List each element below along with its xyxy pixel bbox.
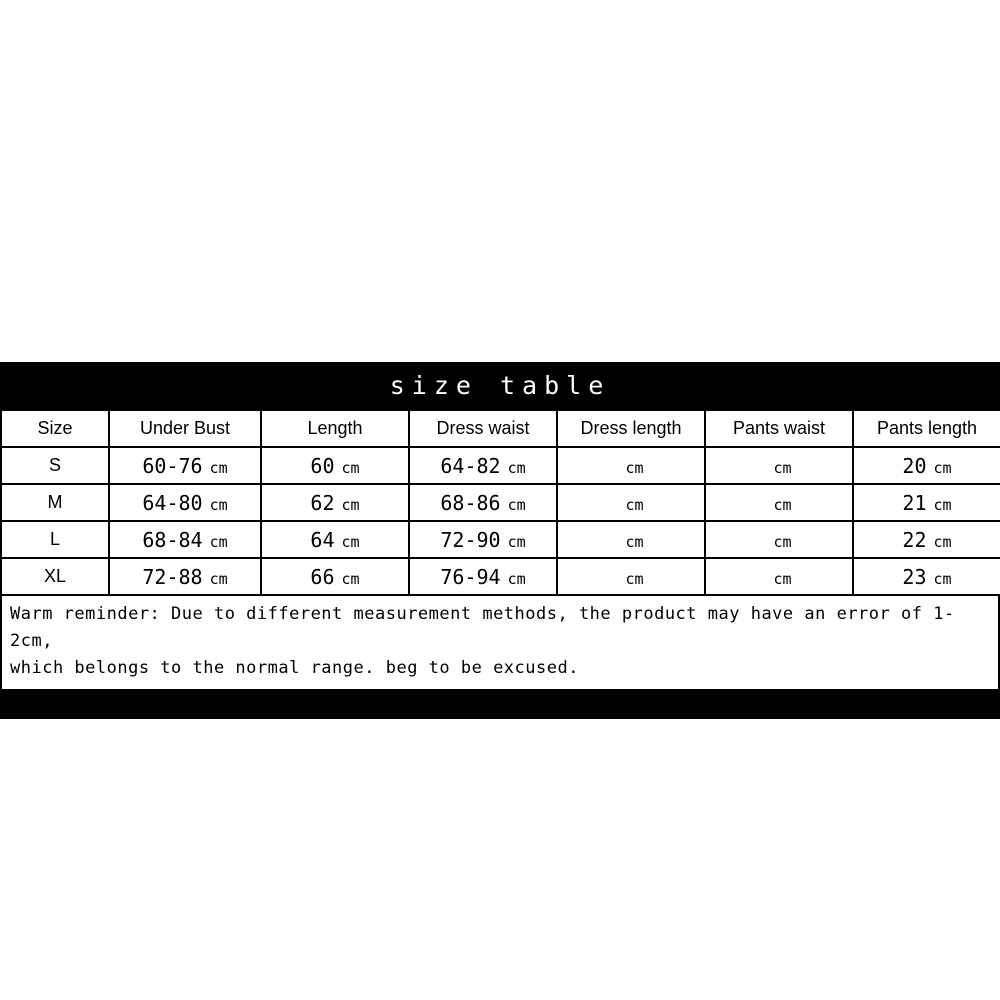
cell-pants-waist [705,484,853,521]
unit-label: cm [341,495,360,514]
cell-dress-length [557,558,705,595]
size-table-title-bar [0,362,1000,409]
unit-label: cm [209,532,228,551]
cell-pants-length: 22 cm [853,521,1000,558]
unit-label: cm [341,532,360,551]
cell-pants-length: 21 cm [853,484,1000,521]
unit-label: cm [773,495,792,514]
note-line-1: Warm reminder: Due to different measurement methods, the product may have an error of 1-2cm, [10,604,955,651]
cell-pants-waist [705,447,853,484]
cell-pants-waist [705,521,853,558]
unit-label: cm [773,569,792,588]
unit-label: cm [933,532,952,551]
unit-label: cm [507,458,526,477]
unit-label: cm [209,569,228,588]
cell-dress-length [557,521,705,558]
bottom-black-strip [0,691,1000,719]
cell-length: 60 cm [261,447,409,484]
unit-label: cm [507,532,526,551]
unit-label: cm [933,458,952,477]
unit-label: cm [209,458,228,477]
column-header-dress-length: Dress length [557,410,705,447]
table-row [1,484,1000,521]
unit-label: cm [773,532,792,551]
cell-under-bust: 68-84 cm [109,521,261,558]
cell-length: 64 cm [261,521,409,558]
unit-label: cm [773,458,792,477]
cell-under-bust: 60-76 cm [109,447,261,484]
unit-label: cm [341,458,360,477]
table-row [1,447,1000,484]
cell-under-bust: 64-80 cm [109,484,261,521]
column-header-pants-length: Pants length [853,410,1000,447]
cell-dress-waist: 64-82 cm [409,447,557,484]
cell-dress-waist: 68-86 cm [409,484,557,521]
size-table [0,409,1000,596]
unit-label: cm [507,569,526,588]
cell-size: S [1,447,109,484]
unit-label: cm [625,532,644,551]
cell-dress-waist: 76-94 cm [409,558,557,595]
cell-size: M [1,484,109,521]
unit-label: cm [209,495,228,514]
column-header-length: Length [261,410,409,447]
unit-label: cm [625,495,644,514]
cell-length: 62 cm [261,484,409,521]
cell-under-bust: 72-88 cm [109,558,261,595]
unit-label: cm [933,495,952,514]
unit-label: cm [625,569,644,588]
cell-dress-length [557,484,705,521]
cell-length: 66 cm [261,558,409,595]
column-header-dress-waist: Dress waist [409,410,557,447]
column-header-pants-waist: Pants waist [705,410,853,447]
cell-pants-length: 20 cm [853,447,1000,484]
page-title: size table [389,371,611,400]
table-header-row [1,410,1000,447]
table-row [1,521,1000,558]
cell-dress-waist: 72-90 cm [409,521,557,558]
note-line-2: which belongs to the normal range. beg to be excused. [10,658,579,678]
unit-label: cm [625,458,644,477]
cell-dress-length [557,447,705,484]
unit-label: cm [507,495,526,514]
table-row [1,558,1000,595]
cell-pants-waist [705,558,853,595]
size-table-block [0,362,1000,719]
unit-label: cm [933,569,952,588]
column-header-under-bust: Under Bust [109,410,261,447]
cell-pants-length: 23 cm [853,558,1000,595]
warm-reminder-note [0,596,1000,691]
unit-label: cm [341,569,360,588]
column-header-size: Size [1,410,109,447]
cell-size: L [1,521,109,558]
cell-size: XL [1,558,109,595]
